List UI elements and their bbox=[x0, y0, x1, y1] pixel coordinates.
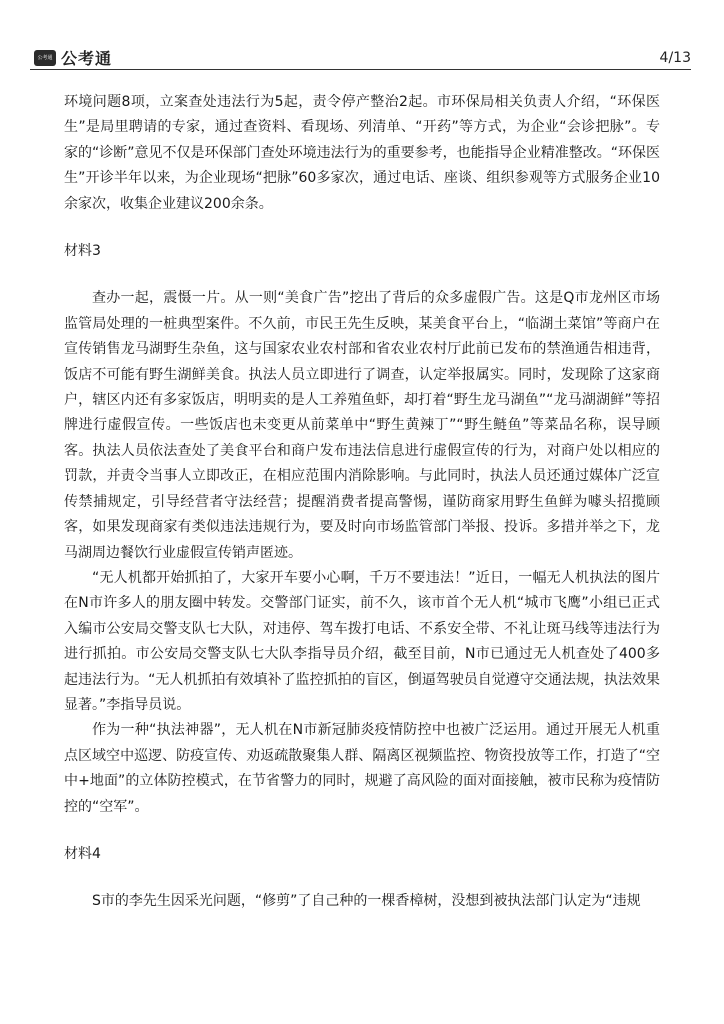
page-number: 4/13 bbox=[659, 50, 691, 66]
document-body bbox=[64, 90, 660, 915]
paragraph-drone-epidemic: 作为一种“执法神器”，无人机在N市新冠肺炎疫情防控中也被广泛运用。通过开展无人机重点区域空中巡逻、防疫宣传、劝返疏散聚集人群、隔离区视频监控、物资投放等工作，打造了“空中+地面”的立体防控模式，在节省警力的同时，规避了高风险的面对面接触，被市民称为疫情防控的“空军”。 bbox=[64, 722, 660, 815]
section-heading-material-3: 材料3 bbox=[64, 243, 101, 260]
section-heading-material-4: 材料4 bbox=[64, 845, 101, 862]
header-divider bbox=[30, 69, 691, 70]
logo-text: 公考通 bbox=[61, 49, 113, 68]
paragraph-environment: 环境问题8项，立案查处违法行为5起，责令停产整治2起。市环保局相关负责人介绍，“环保医生”是局里聘请的专家，通过查资料、看现场、列清单、“开药”等方式，为企业“会诊把脉”。专家的“诊断”意见不仅是环保部门查处环境违法行为的重要参考，也能指导企业精准整改。“环保医生”开诊半年以来，为企业现场“把脉”60多家次，通过电话、座谈、组织参观等方式服务企业10余家次，收集企业建议200余条。 bbox=[64, 94, 660, 212]
paragraph-drone-enforcement: “无人机都开始抓拍了，大家开车要小心啊，千万不要违法！”近日，一幅无人机执法的图片在N市许多人的朋友圈中转发。交警部门证实，前不久，该市首个无人机“城市飞鹰”小组已正式入编市公安局交警支队七大队，对违停、驾车拨打电话、不系安全带、不礼让斑马线等违法行为进行抓拍。市公安局交警支队七大队李指导员介绍，截至目前，N市已通过无人机查处了400多起违法行为。“无人机抓拍有效填补了监控抓拍的盲区，倒逼驾驶员自觉遵守交通法规，执法效果显著。”李指导员说。 bbox=[64, 569, 660, 713]
paragraph-false-advertising: 查办一起，震慑一片。从一则“美食广告”挖出了背后的众多虚假广告。这是Q市龙州区市场监管局处理的一桩典型案件。不久前，市民王先生反映，某美食平台上，“临湖土菜馆”等商户在宣传销售龙马湖野生杂鱼，这与国家农业农村部和省农业农村厅此前已发布的禁渔通告相违背，饭店不可能有野生湖鲜美食。执法人员立即进行了调查，认定举报属实。同时，发现除了这家商户，辖区内还有多家饭店，明明卖的是人工养殖鱼虾，却打着“野生龙马湖鱼”“龙马湖湖鲜”等招牌进行虚假宣传。一些饭店也未变更从前菜单中“野生黄辣丁”“野生鲢鱼”等菜品名称，误导顾客。执法人员依法查处了美食平台和商户发布违法信息进行虚假宣传的行为，对商户处以相应的罚款，并责令当事人立即改正，在相应范围内消除影响。与此同时，执法人员还通过媒体广泛宣传禁捕规定，引导经营者守法经营；提醒消费者提高警惕，谨防商家用野生鱼鲜为噱头招揽顾客，如果发现商家有类似违法违规行为，要及时向市场监管部门举报、投诉。多措并举之下，龙马湖周边餐饮行业虚假宣传销声匿迹。 bbox=[64, 290, 660, 561]
page-header bbox=[0, 0, 724, 70]
logo bbox=[34, 46, 112, 69]
logo-icon: 公考通 bbox=[34, 50, 56, 66]
paragraph-camphor-tree: S市的李先生因采光问题，“修剪”了自己种的一棵香樟树，没想到被执法部门认定为“违规 bbox=[92, 893, 641, 910]
